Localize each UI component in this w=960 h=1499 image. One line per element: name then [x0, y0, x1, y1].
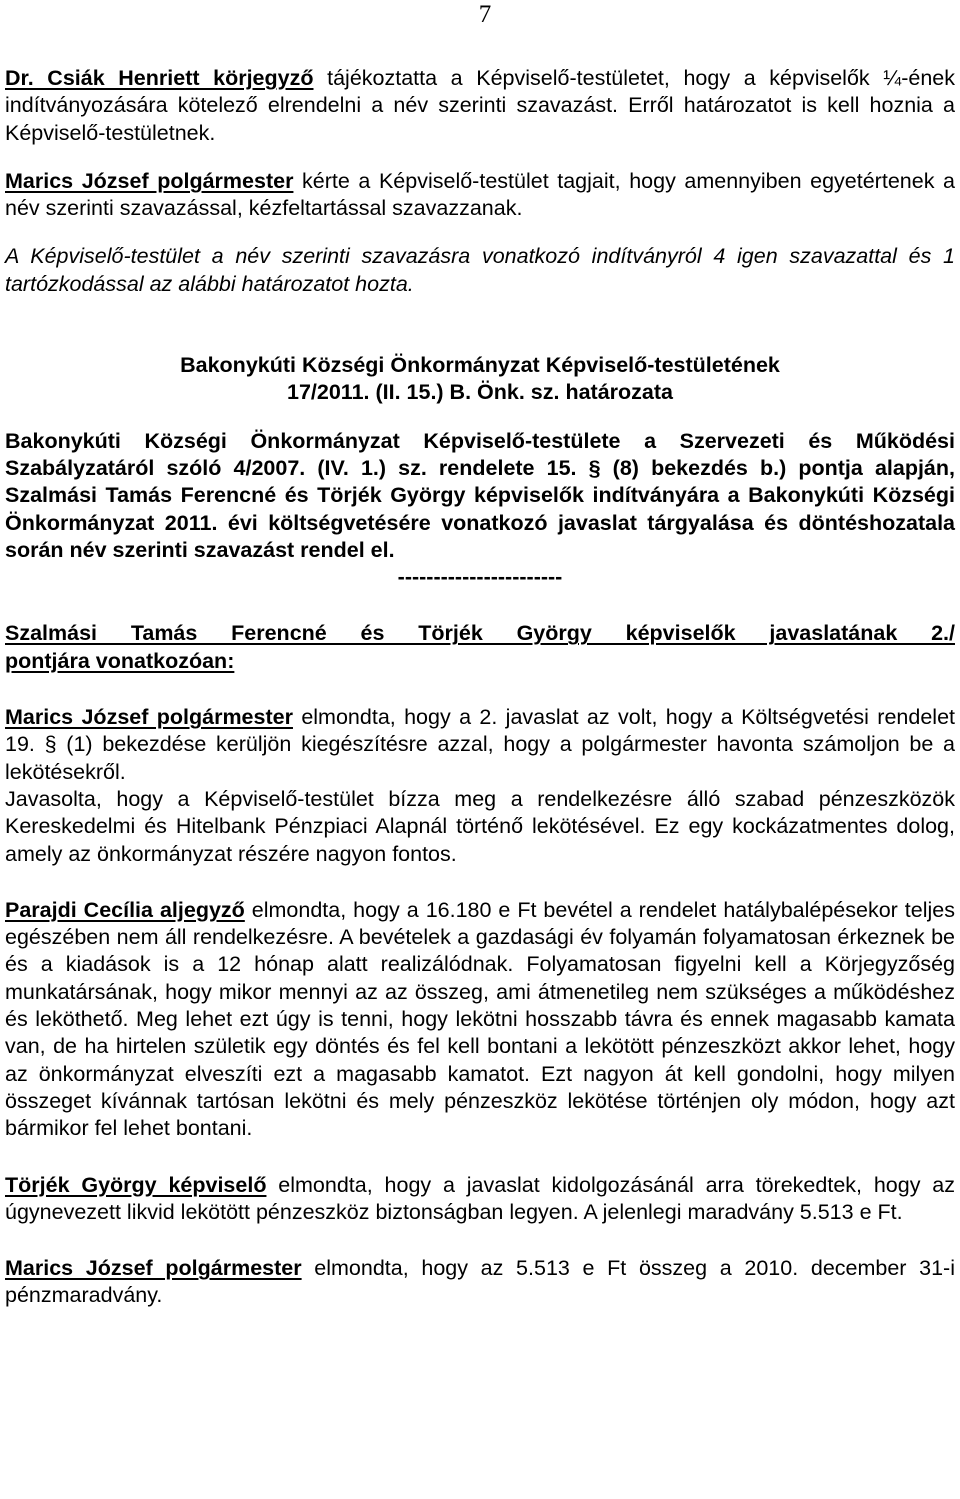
resolution-body: Bakonykúti Községi Önkormányzat Képviselő-testülete a Szervezeti és Működési Szabályzatáról szóló 4/2007. (IV. 1.) sz. rendelete 15. § (8) bekezdés b.) pontja alapján, Szalmási Tamás Ferencné és Törjék György képviselők indítványára a Bakonykúti Községi Önkormányzat 2011. évi költségvetésére vonatkozó javaslat tárgyalása és döntéshozatala során név szerinti szavazást rendel el.	[5, 428, 955, 562]
section-heading	[5, 620, 955, 675]
paragraph-text: elmondta, hogy a javaslat kidolgozásánál arra törekedtek, hogy az úgynevezett likvid lekötött pénzeszköz biztonságban legyen. A jelenlegi maradvány 5.513 e Ft.	[5, 1172, 955, 1224]
speaker-name: Marics József polgármester	[5, 168, 294, 193]
document-body	[5, 65, 955, 1310]
section-heading-line2: pontjára vonatkozóan:	[5, 648, 235, 673]
resolution-heading-line1: Bakonykúti Községi Önkormányzat Képviselő-testületének	[180, 353, 780, 378]
speaker-name: Marics József polgármester	[5, 1256, 302, 1281]
speaker-name: Parajdi Cecília aljegyző	[5, 897, 245, 922]
paragraph-mayor-proposal-cont: Javasolta, hogy a Képviselő-testület bízza meg a rendelkezésre álló szabad pénzeszközök Kereskedelmi és Hitelbank Pénzpiaci Alapnál történő lekötésével. Ez egy kockázatmentes dolog, amely az önkormányzat részére nagyon fontos.	[5, 786, 955, 866]
resolution-heading-line2: 17/2011. (II. 15.) B. Önk. sz. határozata	[287, 380, 673, 405]
speaker-name: Törjék György képviselő	[5, 1172, 267, 1197]
paragraph-text: kérte a Képviselő-testület tagjait, hogy amennyiben egyetértenek a név szerinti szavazással, kézfeltartással szavazzanak.	[5, 168, 955, 221]
paragraph-notary-info	[5, 65, 955, 147]
paragraph-text: tájékoztatta a Képviselő-testületet, hogy a képviselők ¼-ének indítványozására kötelező elrendelni a név szerinti szavazást. Erről határozatot is kell hoznia a Képviselő-testületnek.	[5, 66, 955, 145]
speaker-name: Dr. Csiák Henriett körjegyző	[5, 66, 314, 90]
paragraph-vote-result: A Képviselő-testület a név szerinti szavazásra vonatkozó indítványról 4 igen szavazattal és 1 tartózkodással az alábbi határozatot hozta.	[5, 244, 955, 296]
section-heading-line1: Szalmási Tamás Ferencné és Törjék György képviselők javaslatának 2./	[5, 621, 955, 646]
separator: -----------------------	[397, 565, 563, 590]
speaker-name: Marics József polgármester	[5, 705, 293, 730]
paragraph-text: elmondta, hogy a 16.180 e Ft bevétel a rendelet hatálybalépésekor teljes egészében nem áll rendelkezésre. A bevételek a gazdasági év folyamán folyamatosan érkeznek be és a kiadások is a 12 hónap alatt realizálódnak. Folyamatosan figyelni kell a Körjegyzőség munkatársának, hogy mikor mennyi az az összeg, ami átmenetileg nem szükséges a működéshez és leköthető. Meg lehet ezt úgy is tenni, hogy lekötni hosszabb távra és ennek magasabb kamata van, de ha hirtelen születik egy döntés és fel kell bontani a lekötött pénzeszközt akkor lehet, hogy az önkormányzat elveszíti ezt a magasabb kamatot. Ezt nagyon át kell gondolni, hogy milyen összeget kívánnak tartósan lekötni és mely pénzeszköz lekötése történjen oly módon, hogy azt bármikor fel lehet bontani.	[5, 897, 955, 1141]
paragraph-text: elmondta, hogy az 5.513 e Ft összeg a 2010. december 31-i pénzmaradvány.	[5, 1256, 955, 1308]
paragraph-mayor-proposal	[5, 704, 955, 786]
paragraph-mayor-request	[5, 168, 955, 223]
page-number: 7	[478, 1, 492, 28]
paragraph-deputy-notary	[5, 897, 955, 1143]
paragraph-mayor-remainder	[5, 1255, 955, 1310]
resolution-heading	[5, 352, 955, 407]
paragraph-representative	[5, 1172, 955, 1227]
paragraph-text: elmondta, hogy a 2. javaslat az volt, hogy a Költségvetési rendelet 19. § (1) bekezdése kerüljön kiegészítésre azzal, hogy a polgármester havonta számoljon be a lekötésekről.	[5, 705, 955, 784]
